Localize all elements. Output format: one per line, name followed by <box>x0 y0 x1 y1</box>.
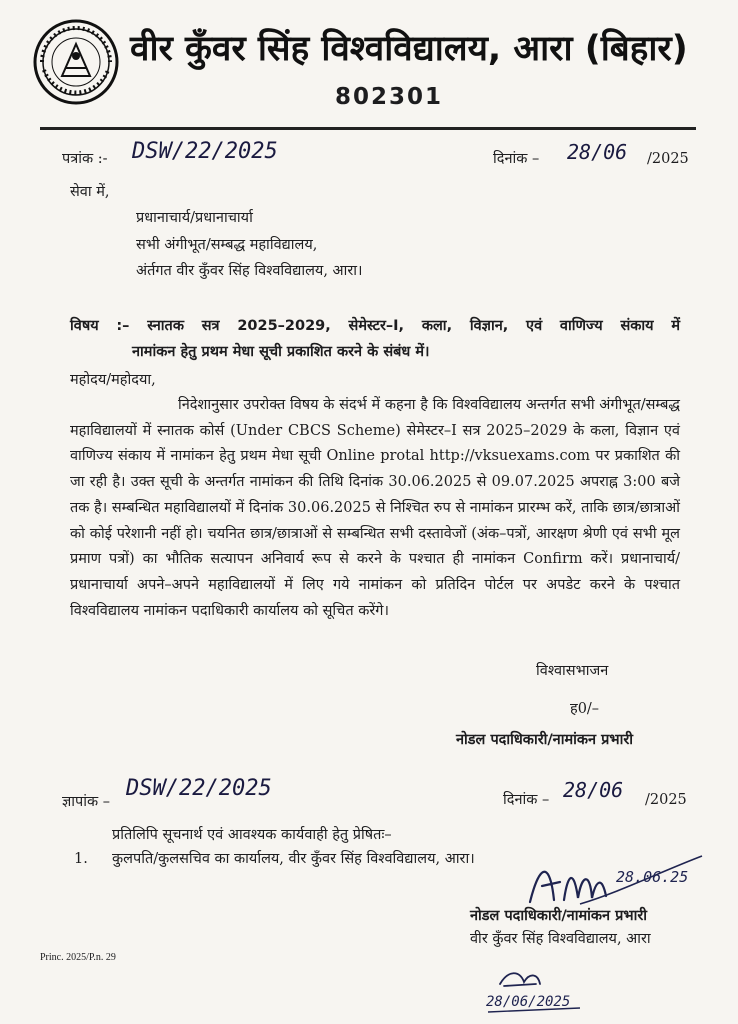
memo-number: DSW/22/2025 <box>126 776 272 801</box>
closing: विश्वासभाजन <box>536 663 609 679</box>
cc-number: 1. <box>74 851 88 867</box>
ref-number: DSW/22/2025 <box>132 139 278 164</box>
memo-date-label: दिनांक – <box>503 792 550 808</box>
letter-body: निदेशानुसार उपरोक्त विषय के संदर्भ में कहना है कि विश्वविद्यालय अन्तर्गत सभी अंगीभूत/सम्बद्ध महाविद्यालयों में स्नातक कोर्स (Under CBCS Scheme) सेमेस्टर–I सत्र 2025–2029 के कला, विज्ञान एवं वाणिज्य संकाय में नामांकन हेतु प्रथम मेधा सूची Online protal http://vksuexams.com पर प्रकाशित की जा रही है। उक्त सूची के अन्तर्गत नामांकन की तिथि दिनांक 30.06.2025 से 09.07.2025 अपराह्न 3:00 बजे तक है। सम्बन्धित महाविद्यालयों में दिनांक 30.06.2025 से निश्चित रुप से नामांकन प्रारम्भ करें, ताकि छात्र/छात्राओं को कोई परेशानी नहीं हो। चयनित छात्र/छात्राओं से सम्बन्धित सभी दस्तावेजों (अंक–पत्रों, आरक्षण श्रेणी एवं सभी मूल प्रमाण पत्रों) का भौतिक सत्यापन अनिवार्य रूप से करने के पश्चात ही नामांकन Confirm करें। प्रधानाचार्य/प्रधानाचार्या अपने–अपने महाविद्यालयों में लिए गये नामांकन को प्रतिदिन पोर्टल पर अपडेट करने के पश्चात विश्वविद्यालय नामांकन पदाधिकारी कार्यालय को सूचित करेंगे। <box>70 397 680 619</box>
recipient-line: सभी अंगीभूत/सम्बद्ध महाविद्यालय, <box>136 237 318 253</box>
form-code: Princ. 2025/P.n. 29 <box>40 952 116 963</box>
signatory-title: नोडल पदाधिकारी/नामांकन प्रभारी <box>456 732 634 748</box>
date-label: दिनांक – <box>493 151 540 167</box>
salutation: महोदय/महोदया, <box>70 372 156 388</box>
initial-date: 28/06/2025 <box>486 994 571 1010</box>
memo-date-value: 28/06 <box>563 778 624 802</box>
memo-signatory-org: वीर कुँवर सिंह विश्वविद्यालय, आरा <box>470 931 651 947</box>
memo-signatory-title: नोडल पदाधिकारी/नामांकन प्रभारी <box>470 908 648 924</box>
copy-note: प्रतिलिपि सूचनार्थ एवं आवश्यक कार्यवाही हेतु प्रेषितः– <box>112 827 392 843</box>
signed-initial: ह0/– <box>570 701 600 717</box>
date-value: 28/06 <box>567 140 628 164</box>
subject-line: विषय :– स्नातक सत्र 2025–2029, सेमेस्टर–I, कला, विज्ञान, एवं वाणिज्य संकाय में <box>70 318 680 334</box>
recipient-line: अंर्तगत वीर कुँवर सिंह विश्वविद्यालय, आरा। <box>136 263 363 279</box>
cc-recipient: कुलपति/कुलसचिव का कार्यालय, वीर कुँवर सिंह विश्वविद्यालय, आरा। <box>112 851 475 867</box>
memo-label: ज्ञापांक – <box>62 794 111 810</box>
handwritten-initial-icon <box>480 964 590 1016</box>
subject-block <box>70 313 680 365</box>
subject-line: नामांकन हेतु प्रथम मेधा सूची प्रकाशित करने के संबंध में। <box>132 344 430 360</box>
ref-label: पत्रांक :- <box>62 151 108 167</box>
signature-date: 28.06.25 <box>616 868 689 886</box>
addressee-intro: सेवा में, <box>70 184 110 200</box>
handwritten-signature-icon <box>520 852 710 912</box>
university-name: वीर कुँवर सिंह विश्वविद्यालय, आरा (बिहार) <box>130 29 688 69</box>
pin-code: 802301 <box>334 84 444 110</box>
date-year: /2025 <box>647 151 689 167</box>
memo-date-year: /2025 <box>645 792 687 808</box>
recipient-line: प्रधानाचार्य/प्रधानाचार्या <box>136 210 253 226</box>
header-divider <box>40 127 696 130</box>
